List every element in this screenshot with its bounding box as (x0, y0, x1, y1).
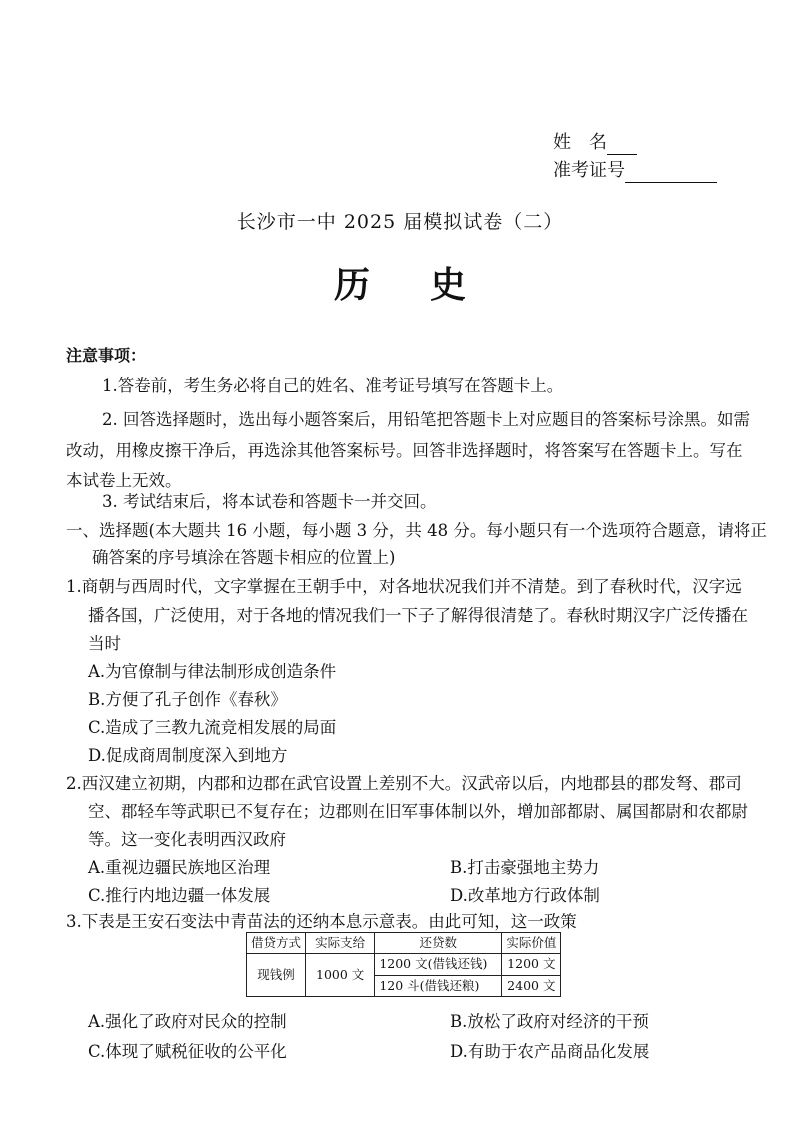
name-label: 姓 名 (553, 132, 607, 153)
q2-option-c: C.推行内地边疆一体发展 (88, 886, 271, 905)
q1-option-d: D.促成商周制度深入到地方 (88, 746, 288, 765)
name-blank (607, 136, 637, 155)
table-header-cell: 实际支给 (306, 933, 375, 954)
q2-option-d: D.改革地方行政体制 (450, 886, 600, 905)
q3-option-b: B.放松了政府对经济的干预 (450, 1012, 649, 1031)
table-header-cell: 借贷方式 (247, 933, 306, 954)
q3-option-d: D.有助于农产品商品化发展 (450, 1042, 650, 1061)
table-row (247, 954, 561, 976)
table-cell-value: 2400 文 (502, 975, 561, 997)
notice-item-2-line-1: 2. 回答选择题时，选出每小题答案后，用铅笔把答题卡上对应题目的答案标号涂黑。如需 (102, 410, 750, 429)
table-header-cell: 还贷数 (375, 933, 502, 954)
table-cell-repay: 120 斗(借钱还粮) (375, 975, 502, 997)
q2-option-a: A.重视边疆民族地区治理 (88, 858, 271, 877)
exam-number-blank (625, 164, 717, 183)
qingmiao-repayment-table (246, 932, 561, 997)
q1-option-c: C.造成了三教九流竞相发展的局面 (88, 718, 337, 737)
notice-item-1: 1.答卷前，考生务必将自己的姓名、准考证号填写在答题卡上。 (102, 376, 564, 395)
exam-number-label: 准考证号 (553, 160, 625, 181)
q2-stem-line-2: 空、郡轻车等武职已不复存在；边郡则在旧军事体制以外，增加部都尉、属国都尉和农都尉 (88, 802, 748, 821)
q1-stem-line-3: 当时 (88, 634, 121, 653)
q2-stem-line-1: 2.西汉建立初期，内郡和边郡在武官设置上差别不大。汉武帝以后，内地郡县的郡发弩、郡司 (66, 774, 742, 793)
table-cell-given: 1000 文 (306, 954, 375, 997)
q3-option-a: A.强化了政府对民众的控制 (88, 1012, 287, 1031)
table-cell-value: 1200 文 (502, 954, 561, 976)
table-header-cell: 实际价值 (502, 933, 561, 954)
table-cell-method: 现钱例 (247, 954, 306, 997)
notice-item-3: 3. 考试结束后，将本试卷和答题卡一并交回。 (102, 492, 437, 511)
q2-stem-line-3: 等。这一变化表明西汉政府 (88, 830, 286, 849)
q1-stem-line-1: 1.商朝与西周时代，文字掌握在王朝手中，对各地状况我们并不清楚。到了春秋时代，汉字远 (66, 577, 742, 596)
q3-stem-line-1: 3.下表是王安石变法中青苗法的还纳本息示意表。由此可知，这一政策 (66, 912, 577, 931)
q3-option-c: C.体现了赋税征收的公平化 (88, 1042, 287, 1061)
name-field (553, 131, 637, 155)
section-1-line-2: 确答案的序号填涂在答题卡相应的位置上) (92, 548, 396, 567)
table-header-row (247, 933, 561, 954)
notice-item-2-line-2: 改动，用橡皮擦干净后，再选涂其他答案标号。回答非选择题时，将答案写在答题卡上。写在 (66, 441, 743, 460)
section-1-line-1: 一、选择题(本大题共 16 小题，每小题 3 分，共 48 分。每小题只有一个选项符合题意，请将正 (66, 521, 767, 540)
exam-title: 长沙市一中 2025 届模拟试卷（二） (236, 211, 564, 233)
notice-heading: 注意事项： (66, 346, 147, 365)
subject-title: 历史 (333, 264, 526, 306)
notice-item-2-line-3: 本试卷上无效。 (66, 471, 182, 490)
exam-number-field (553, 159, 717, 183)
q1-stem-line-2: 播各国，广泛使用，对于各地的情况我们一下子了解得很清楚了。春秋时期汉字广泛传播在 (88, 606, 748, 625)
q1-option-a: A.为官僚制与律法制形成创造条件 (88, 662, 337, 681)
q2-option-b: B.打击豪强地主势力 (450, 858, 600, 877)
q1-option-b: B.方便了孔子创作《春秋》 (88, 690, 287, 709)
table-cell-repay: 1200 文(借钱还钱) (375, 954, 502, 976)
